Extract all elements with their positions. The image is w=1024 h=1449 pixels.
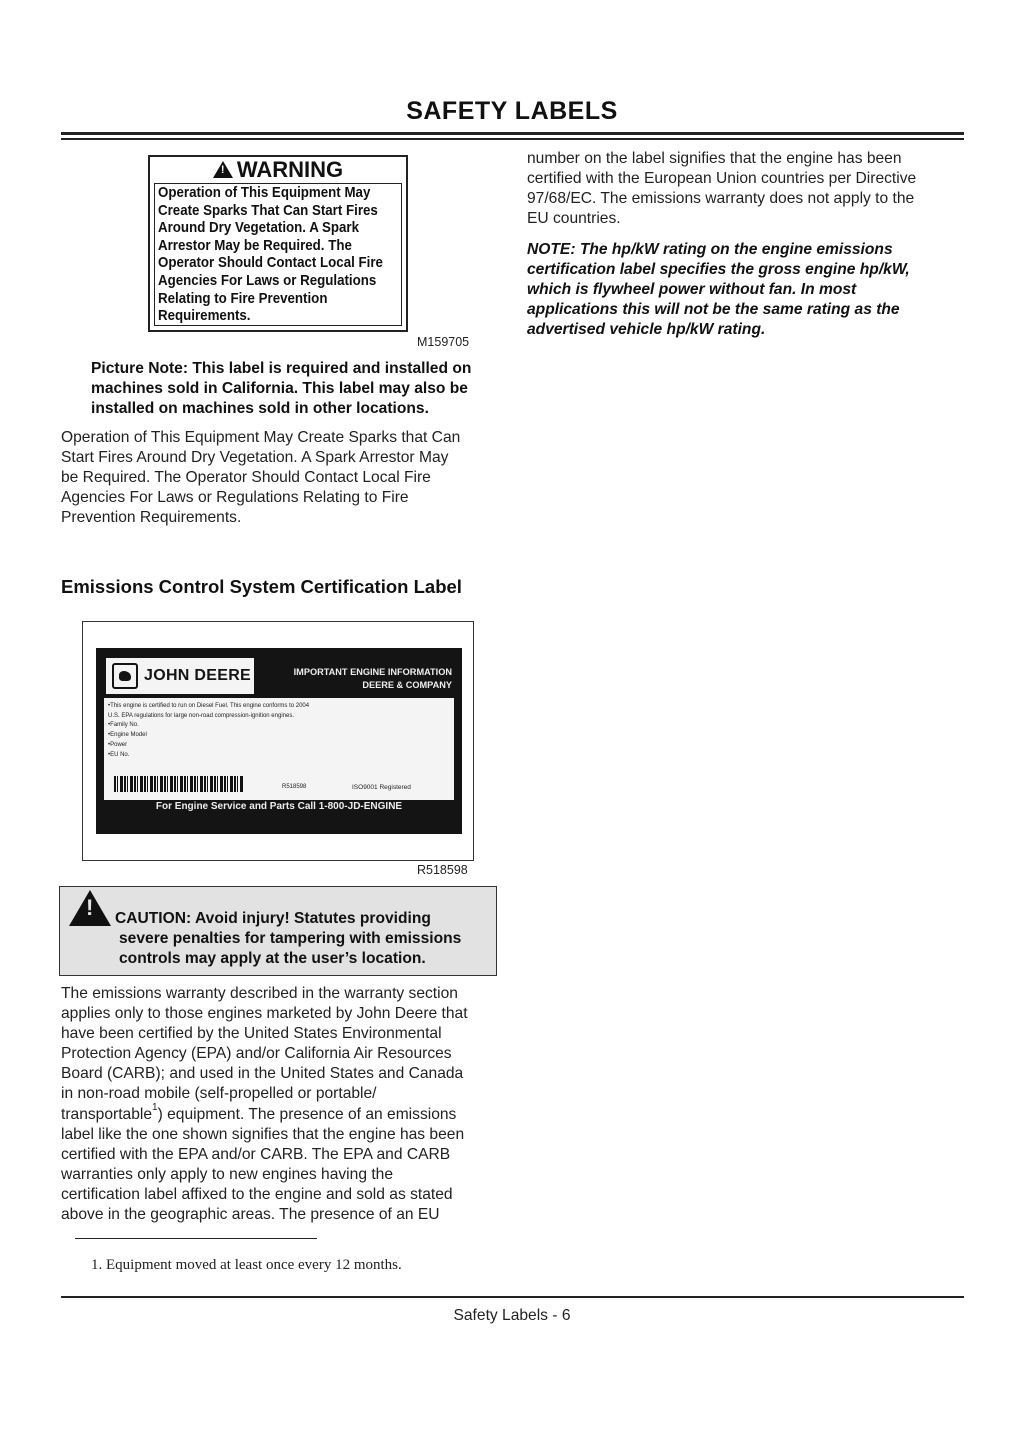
paragraph-line: certification label affixed to the engine and sold as stated <box>61 1185 453 1203</box>
paragraph-line-with-footnote <box>61 1102 468 1125</box>
label-body-line: •EU No. <box>108 751 130 758</box>
caution-line: controls may apply at the user’s location. <box>119 950 426 968</box>
warning-figure-id: M159705 <box>417 335 470 349</box>
warning-label-line: Around Dry Vegetation. A Spark <box>158 220 360 237</box>
label-body-line: •This engine is certified to run on Diesel Fuel. This engine conforms to 2004 <box>108 703 310 709</box>
paragraph-line: Prevention Requirements. <box>61 509 242 527</box>
paragraph-line: Start Fires Around Dry Vegetation. A Spark Arrestor May <box>61 449 449 467</box>
warning-label-line: Requirements. <box>158 308 251 325</box>
note-line: advertised vehicle hp/kW rating. <box>527 321 766 339</box>
paragraph-line: EU countries. <box>527 210 621 228</box>
warning-label-text <box>158 185 383 326</box>
paragraph-line: certified with the EPA and/or CARB. The EPA and CARB <box>61 1145 451 1163</box>
emissions-figure-id: R518598 <box>417 863 468 877</box>
caution-box <box>59 886 497 976</box>
warning-triangle-icon: ! <box>213 161 233 178</box>
warning-label-line: Relating to Fire Prevention <box>158 290 328 307</box>
label-body-line: •Engine Model <box>108 732 147 739</box>
paragraph-line: Protection Agency (EPA) and/or California Air Resources <box>61 1045 452 1063</box>
footnote-word: transportable <box>61 1105 153 1123</box>
right-column-paragraph <box>527 149 916 229</box>
paragraph-line: applies only to those engines marketed by John Deere that <box>61 1005 468 1023</box>
paragraph-line: The emissions warranty described in the warranty section <box>61 985 458 1002</box>
note-line: which is flywheel power without fan. In most <box>527 281 857 299</box>
picture-note-line: machines sold in California. This label may also be <box>91 380 468 398</box>
paragraph-line: warranties only apply to new engines having the <box>61 1165 394 1183</box>
picture-note-line: Picture Note: This label is required and installed on <box>91 360 472 377</box>
warning-label-line: Operation of This Equipment May <box>158 185 371 201</box>
emissions-paragraph <box>61 984 468 1225</box>
footnote-rule <box>75 1238 317 1239</box>
footnote: 1. Equipment moved at least once every 12 months. <box>91 1257 402 1273</box>
paragraph-line: number on the label signifies that the engine has been <box>527 150 902 167</box>
header-rule <box>61 132 964 135</box>
label-iso: ISO9001 Registered <box>352 784 411 791</box>
label-body-line: •Family No. <box>108 722 139 729</box>
caution-text <box>115 909 495 969</box>
picture-note <box>91 359 471 419</box>
label-header-line: IMPORTANT ENGINE INFORMATION <box>293 667 452 677</box>
header-rule-thin <box>61 138 964 140</box>
footnote-reference[interactable]: 1 <box>152 1102 158 1114</box>
page-number: Safety Labels - 6 <box>453 1307 571 1324</box>
paragraph-line: Agencies For Laws or Regulations Relating to Fire <box>61 489 409 507</box>
emissions-label-graphic <box>96 648 462 834</box>
label-header-line: DEERE & COMPANY <box>362 680 452 690</box>
warning-label-line: Arrestor May be Required. The <box>158 237 352 254</box>
label-footer: For Engine Service and Parts Call 1-800-JD-ENGINE <box>155 801 403 812</box>
warning-label-line: Operator Should Contact Local Fire <box>158 255 383 272</box>
paragraph-line: label like the one shown signifies that the engine has been <box>61 1125 465 1143</box>
paragraph-line: 97/68/EC. The emissions warranty does not apply to the <box>527 190 915 208</box>
label-info-panel <box>104 698 454 800</box>
paragraph-line: in non-road mobile (self-propelled or portable/ <box>61 1085 377 1103</box>
warning-label-heading-text: WARNING <box>236 157 344 182</box>
paragraph-line-rest: ) equipment. The presence of an emissions <box>157 1105 457 1123</box>
warning-triangle-icon: ! <box>69 890 111 926</box>
label-header <box>262 666 452 692</box>
note-line: NOTE: The hp/kW rating on the engine emissions <box>527 241 893 258</box>
warning-label-line: Create Sparks That Can Start Fires <box>158 202 378 219</box>
section-heading: Emissions Control System Certification Label <box>61 576 462 597</box>
label-part-number: R518598 <box>282 784 307 790</box>
note-line: certification label specifies the gross engine hp/kW, <box>527 261 910 279</box>
paragraph-line: be Required. The Operator Should Contact Local Fire <box>61 469 431 487</box>
note-line: applications this will not be the same rating as the <box>527 301 900 319</box>
john-deere-logo <box>106 658 254 694</box>
label-body-line: U.S. EPA regulations for large non-road compression-ignition engines. <box>108 712 294 719</box>
paragraph-line: have been certified by the United States Environmental <box>61 1025 442 1043</box>
warning-label-line: Agencies For Laws or Regulations <box>158 272 377 289</box>
label-body <box>108 702 309 760</box>
note-paragraph <box>527 240 910 340</box>
caution-line: severe penalties for tampering with emissions <box>119 930 462 948</box>
barcode <box>114 776 244 792</box>
deer-icon <box>112 663 138 689</box>
paragraph-line: certified with the European Union countries per Directive <box>527 170 917 188</box>
paragraph-line: above in the geographic areas. The presence of an EU <box>61 1206 440 1224</box>
warning-label-graphic <box>148 155 408 332</box>
warning-paragraph <box>61 428 460 528</box>
picture-note-line: installed on machines sold in other locations. <box>91 400 429 418</box>
footer-rule <box>61 1296 964 1298</box>
paragraph-line: Board (CARB); and used in the United States and Canada <box>61 1065 464 1083</box>
caution-line: CAUTION: Avoid injury! Statutes providing <box>115 910 431 927</box>
paragraph-line: Operation of This Equipment May Create Sparks that Can <box>61 429 461 446</box>
brand-name: JOHN DEERE <box>144 667 252 684</box>
label-body-line: •Power <box>108 741 128 748</box>
warning-label-heading <box>150 157 406 183</box>
page-title: SAFETY LABELS <box>406 97 618 125</box>
